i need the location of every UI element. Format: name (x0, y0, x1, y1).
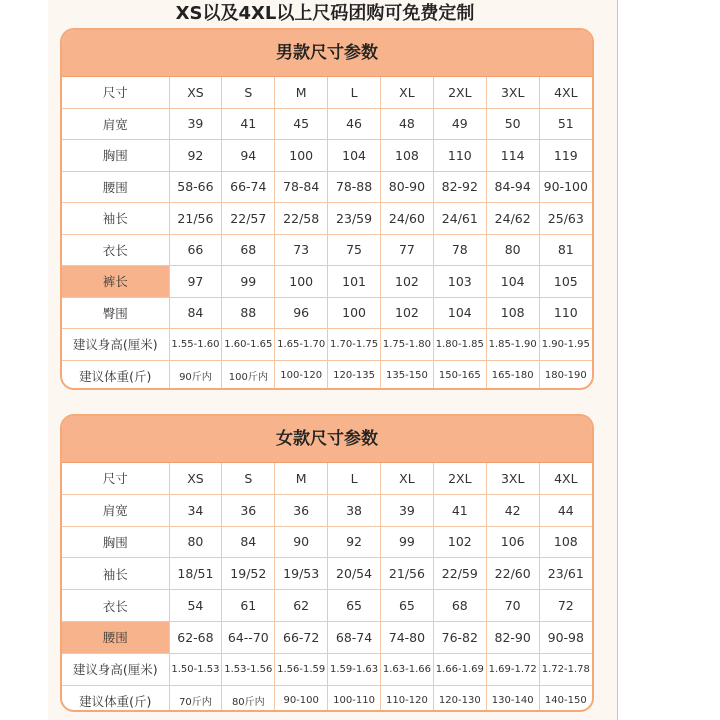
table-row (62, 653, 592, 685)
table-cell: 1.66-1.69 (433, 653, 486, 685)
page-title: XS以及4XL以上尺码团购可免费定制 (175, 3, 475, 24)
table-cell: 80 (486, 234, 539, 266)
size-header-cell: 2XL (433, 463, 486, 494)
table-cell: 1.80-1.85 (433, 329, 486, 361)
table-cell: 81 (539, 234, 592, 266)
table-cell: 46 (328, 108, 381, 140)
table-cell: 21/56 (169, 203, 222, 235)
table-cell: 1.69-1.72 (486, 653, 539, 685)
table-cell: 20/54 (328, 558, 381, 590)
table-cell: 110 (539, 297, 592, 329)
table-cell: 44 (539, 494, 592, 526)
table-cell: 34 (169, 494, 222, 526)
women-size-card (60, 414, 594, 712)
table-cell: 90-100 (539, 171, 592, 203)
table-cell: 108 (539, 526, 592, 558)
table-cell: 42 (486, 494, 539, 526)
table-cell: 24/60 (381, 203, 434, 235)
table-cell: 1.59-1.63 (328, 653, 381, 685)
table-cell: 104 (328, 140, 381, 172)
row-label: 肩宽 (62, 108, 169, 140)
table-row (62, 171, 592, 203)
table-cell: 77 (381, 234, 434, 266)
table-cell: 18/51 (169, 558, 222, 590)
row-label: 建议身高(厘米) (62, 329, 169, 361)
table-cell: 68-74 (328, 621, 381, 653)
table-cell: 106 (486, 526, 539, 558)
women-size-heading: 女款尺寸参数 (62, 416, 592, 463)
table-row (62, 360, 592, 390)
table-row (62, 266, 592, 298)
men-size-table (62, 77, 592, 390)
table-row (62, 590, 592, 622)
table-row (62, 621, 592, 653)
table-cell: 48 (381, 108, 434, 140)
table-cell: 110-120 (381, 685, 434, 712)
table-cell: 100 (275, 266, 328, 298)
table-cell: 180-190 (544, 370, 587, 382)
table-cell: 120-130 (433, 685, 486, 712)
table-cell: 84 (169, 297, 222, 329)
table-cell: 78-88 (328, 171, 381, 203)
table-cell: 41 (433, 494, 486, 526)
table-cell: 80-90 (381, 171, 434, 203)
table-row (62, 329, 592, 361)
row-label: 袖长 (62, 203, 169, 235)
table-cell: 1.56-1.59 (275, 653, 328, 685)
table-cell: 23/59 (328, 203, 381, 235)
row-label: 建议身高(厘米) (62, 653, 169, 685)
table-cell: 19/52 (222, 558, 275, 590)
table-cell: 49 (433, 108, 486, 140)
table-cell: 61 (222, 590, 275, 622)
row-label: 裤长 (62, 266, 169, 298)
table-cell: 1.72-1.78 (539, 653, 592, 685)
table-cell: 1.90-1.95 (539, 329, 592, 361)
table-cell: 75 (328, 234, 381, 266)
size-header-cell: M (275, 463, 328, 494)
table-cell: 51 (539, 108, 592, 140)
table-cell: 70 (486, 590, 539, 622)
table-cell: 1.75-1.80 (381, 329, 434, 361)
table-cell: 114 (486, 140, 539, 172)
table-cell: 22/60 (486, 558, 539, 590)
table-cell: 108 (486, 297, 539, 329)
table-cell: 102 (381, 266, 434, 298)
row-label: 肩宽 (62, 494, 169, 526)
size-header-cell: S (222, 463, 275, 494)
table-cell: 94 (222, 140, 275, 172)
table-cell: 90斤内 (169, 360, 222, 390)
size-header-cell: S (222, 77, 275, 108)
table-cell: 119 (539, 140, 592, 172)
table-cell: 73 (275, 234, 328, 266)
table-cell: 92 (328, 526, 381, 558)
row-label: 衣长 (62, 234, 169, 266)
table-cell: 1.70-1.75 (328, 329, 381, 361)
table-cell: 39 (169, 108, 222, 140)
table-cell: 1.60-1.65 (222, 329, 275, 361)
table-cell: 38 (328, 494, 381, 526)
table-cell: 108 (381, 140, 434, 172)
table-cell: 100 (328, 297, 381, 329)
size-header-cell: 4XL (539, 77, 592, 108)
row-label: 腰围 (62, 621, 169, 653)
table-cell: 50 (486, 108, 539, 140)
table-cell: 54 (169, 590, 222, 622)
table-cell: 96 (275, 297, 328, 329)
table-cell: 65 (328, 590, 381, 622)
table-cell: 100-110 (328, 685, 381, 712)
table-row (62, 685, 592, 712)
row-label: 衣长 (62, 590, 169, 622)
table-cell: 22/57 (222, 203, 275, 235)
table-cell: 140-150 (544, 695, 587, 707)
table-cell: 104 (433, 297, 486, 329)
men-size-card (60, 28, 594, 390)
size-header-cell: XS (169, 463, 222, 494)
table-cell: 1.63-1.66 (381, 653, 434, 685)
size-header-cell: 3XL (486, 77, 539, 108)
row-label: 胸围 (62, 526, 169, 558)
size-header-cell: XL (381, 77, 434, 108)
table-cell: 99 (381, 526, 434, 558)
row-label: 尺寸 (62, 77, 169, 108)
table-cell: 110 (433, 140, 486, 172)
size-header-cell: L (328, 77, 381, 108)
table-cell: 100 (275, 140, 328, 172)
row-label: 建议体重(斤) (62, 685, 169, 712)
table-cell: 66 (169, 234, 222, 266)
table-cell: 36 (222, 494, 275, 526)
row-label: 尺寸 (62, 463, 169, 494)
table-cell: 78-84 (275, 171, 328, 203)
table-cell: 45 (275, 108, 328, 140)
table-cell: 68 (222, 234, 275, 266)
table-row (62, 140, 592, 172)
table-cell: 68 (433, 590, 486, 622)
size-header-cell: XS (169, 77, 222, 108)
row-label: 腰围 (62, 171, 169, 203)
size-header-cell: L (328, 463, 381, 494)
table-cell: 88 (222, 297, 275, 329)
table-cell: 62 (275, 590, 328, 622)
men-size-header-row (62, 77, 592, 108)
table-cell: 150-165 (433, 360, 486, 390)
table-cell: 90-100 (275, 685, 328, 712)
table-cell: 99 (222, 266, 275, 298)
table-cell: 1.53-1.56 (222, 653, 275, 685)
table-cell: 76-82 (433, 621, 486, 653)
table-cell: 102 (433, 526, 486, 558)
table-cell: 102 (381, 297, 434, 329)
table-row (62, 203, 592, 235)
table-cell: 22/59 (433, 558, 486, 590)
table-cell: 36 (275, 494, 328, 526)
size-header-cell: M (275, 77, 328, 108)
table-cell: 58-66 (169, 171, 222, 203)
table-cell: 90-98 (539, 621, 592, 653)
table-cell: 78 (433, 234, 486, 266)
table-cell: 70斤内 (169, 685, 222, 712)
table-cell: 130-140 (486, 685, 539, 712)
table-cell: 165-180 (486, 360, 539, 390)
table-cell: 100-120 (275, 360, 328, 390)
divider-line (617, 0, 618, 720)
right-margin (618, 0, 720, 720)
table-row (62, 558, 592, 590)
table-cell: 19/53 (275, 558, 328, 590)
table-cell: 84-94 (486, 171, 539, 203)
table-cell: 105 (539, 266, 592, 298)
table-row (62, 297, 592, 329)
table-cell: 23/61 (539, 558, 592, 590)
table-cell: 97 (169, 266, 222, 298)
table-cell: 120-135 (328, 360, 381, 390)
table-cell: 1.55-1.60 (169, 329, 222, 361)
table-cell: 25/63 (539, 203, 592, 235)
table-row (62, 108, 592, 140)
table-cell: 24/62 (486, 203, 539, 235)
table-cell: 22/58 (275, 203, 328, 235)
table-cell: 100斤内 (222, 360, 275, 390)
size-header-cell: 4XL (539, 463, 592, 494)
left-margin (0, 0, 48, 720)
table-cell: 82-90 (486, 621, 539, 653)
table-cell: 84 (222, 526, 275, 558)
table-cell: 66-72 (275, 621, 328, 653)
women-size-table (62, 463, 592, 712)
row-label: 袖长 (62, 558, 169, 590)
table-row (62, 494, 592, 526)
row-label: 建议体重(斤) (62, 360, 169, 390)
table-row (62, 234, 592, 266)
table-cell: 64--70 (222, 621, 275, 653)
table-cell: 65 (381, 590, 434, 622)
table-cell: 1.50-1.53 (169, 653, 222, 685)
table-cell: 39 (381, 494, 434, 526)
table-cell: 24/61 (433, 203, 486, 235)
table-cell: 72 (539, 590, 592, 622)
table-cell: 103 (433, 266, 486, 298)
men-size-heading: 男款尺寸参数 (62, 30, 592, 77)
table-cell: 135-150 (381, 360, 434, 390)
table-cell: 101 (328, 266, 381, 298)
table-cell: 90 (275, 526, 328, 558)
table-cell: 62-68 (169, 621, 222, 653)
size-header-cell: XL (381, 463, 434, 494)
table-cell: 104 (486, 266, 539, 298)
row-label: 胸围 (62, 140, 169, 172)
table-cell: 1.85-1.90 (486, 329, 539, 361)
table-cell: 21/56 (381, 558, 434, 590)
size-header-cell: 3XL (486, 463, 539, 494)
table-cell: 74-80 (381, 621, 434, 653)
table-cell: 80 (169, 526, 222, 558)
row-label: 臀围 (62, 297, 169, 329)
table-row (62, 526, 592, 558)
table-cell: 1.65-1.70 (275, 329, 328, 361)
table-cell: 82-92 (433, 171, 486, 203)
table-cell: 80斤内 (222, 685, 275, 712)
table-cell: 66-74 (222, 171, 275, 203)
women-size-header-row (62, 463, 592, 494)
table-cell: 41 (222, 108, 275, 140)
size-header-cell: 2XL (433, 77, 486, 108)
table-cell: 92 (169, 140, 222, 172)
